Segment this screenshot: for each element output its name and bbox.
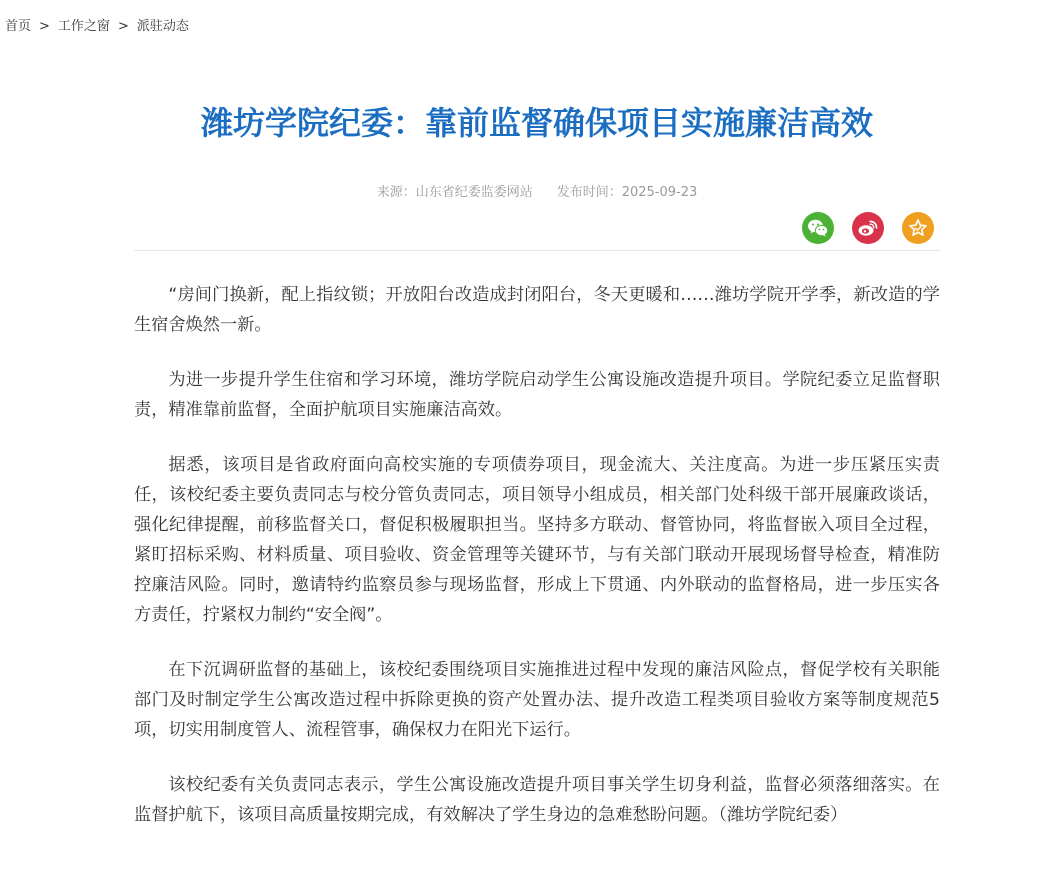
wechat-icon — [807, 218, 829, 238]
breadcrumb-separator: > — [39, 19, 50, 34]
article-paragraph: 为进一步提升学生住宿和学习环境，潍坊学院启动学生公寓设施改造提升项目。学院纪委立足监督职责，精准靠前监督，全面护航项目实施廉洁高效。 — [134, 370, 940, 420]
breadcrumb-separator: > — [117, 19, 129, 34]
favorite-star-icon — [908, 218, 928, 238]
weibo-icon — [857, 218, 879, 238]
header-divider — [134, 250, 940, 251]
article-paragraph: 该校纪委有关负责同志表示，学生公寓设施改造提升项目事关学生切身利益，监督必须落细落实。在监督护航下，该项目高质量按期完成，有效解决了学生身边的急难愁盼问题。（潍坊学院纪委） — [134, 775, 940, 825]
article-paragraph: 在下沉调研监督的基础上，该校纪委围绕项目实施推进过程中发现的廉洁风险点，督促学校有关职能部门及时制定学生公寓改造过程中拆除更换的资产处置办法、提升改造工程类项目验收方案等制度规范5项，切实用制度管人、流程管事，确保权力在阳光下运行。 — [134, 660, 940, 740]
share-wechat-button[interactable] — [802, 212, 834, 244]
breadcrumb-dispatch-news-link[interactable]: 派驻动态 — [136, 19, 189, 34]
article-meta — [134, 183, 940, 203]
article-body — [134, 280, 940, 855]
breadcrumb — [5, 17, 189, 37]
article-paragraph: “房间门换新，配上指纹锁；开放阳台改造成封闭阳台，冬天更暖和……潍坊学院开学季，新改造的学生宿舍焕然一新。 — [134, 285, 940, 335]
breadcrumb-home-link[interactable]: 首页 — [5, 19, 32, 34]
article-source: 来源：山东省纪委监委网站 — [376, 185, 533, 200]
article-paragraph: 据悉，该项目是省政府面向高校实施的专项债券项目，现金流大、关注度高。为进一步压紧压实责任，该校纪委主要负责同志与校分管负责同志，项目领导小组成员，相关部门处科级干部开展廉政谈话，强化纪律提醒，前移监督关口，督促积极履职担当。坚持多方联动、督管协同，将监督嵌入项目全过程，紧盯招标采购、材料质量、项目验收、资金管理等关键环节，与有关部门联动开展现场督导检查，精准防控廉洁风险。同时，邀请特约监察员参与现场监督，形成上下贯通、内外联动的监督格局，进一步压实各方责任，拧紧权力制约“安全阀”。 — [134, 455, 940, 625]
article-title: 潍坊学院纪委：靠前监督确保项目实施廉洁高效 — [200, 104, 873, 142]
share-weibo-button[interactable] — [852, 212, 884, 244]
share-favorite-button[interactable] — [902, 212, 934, 244]
share-bar — [802, 212, 934, 244]
article-publish-time: 发布时间：2025-09-23 — [556, 185, 698, 200]
breadcrumb-work-window-link[interactable]: 工作之窗 — [57, 19, 110, 34]
